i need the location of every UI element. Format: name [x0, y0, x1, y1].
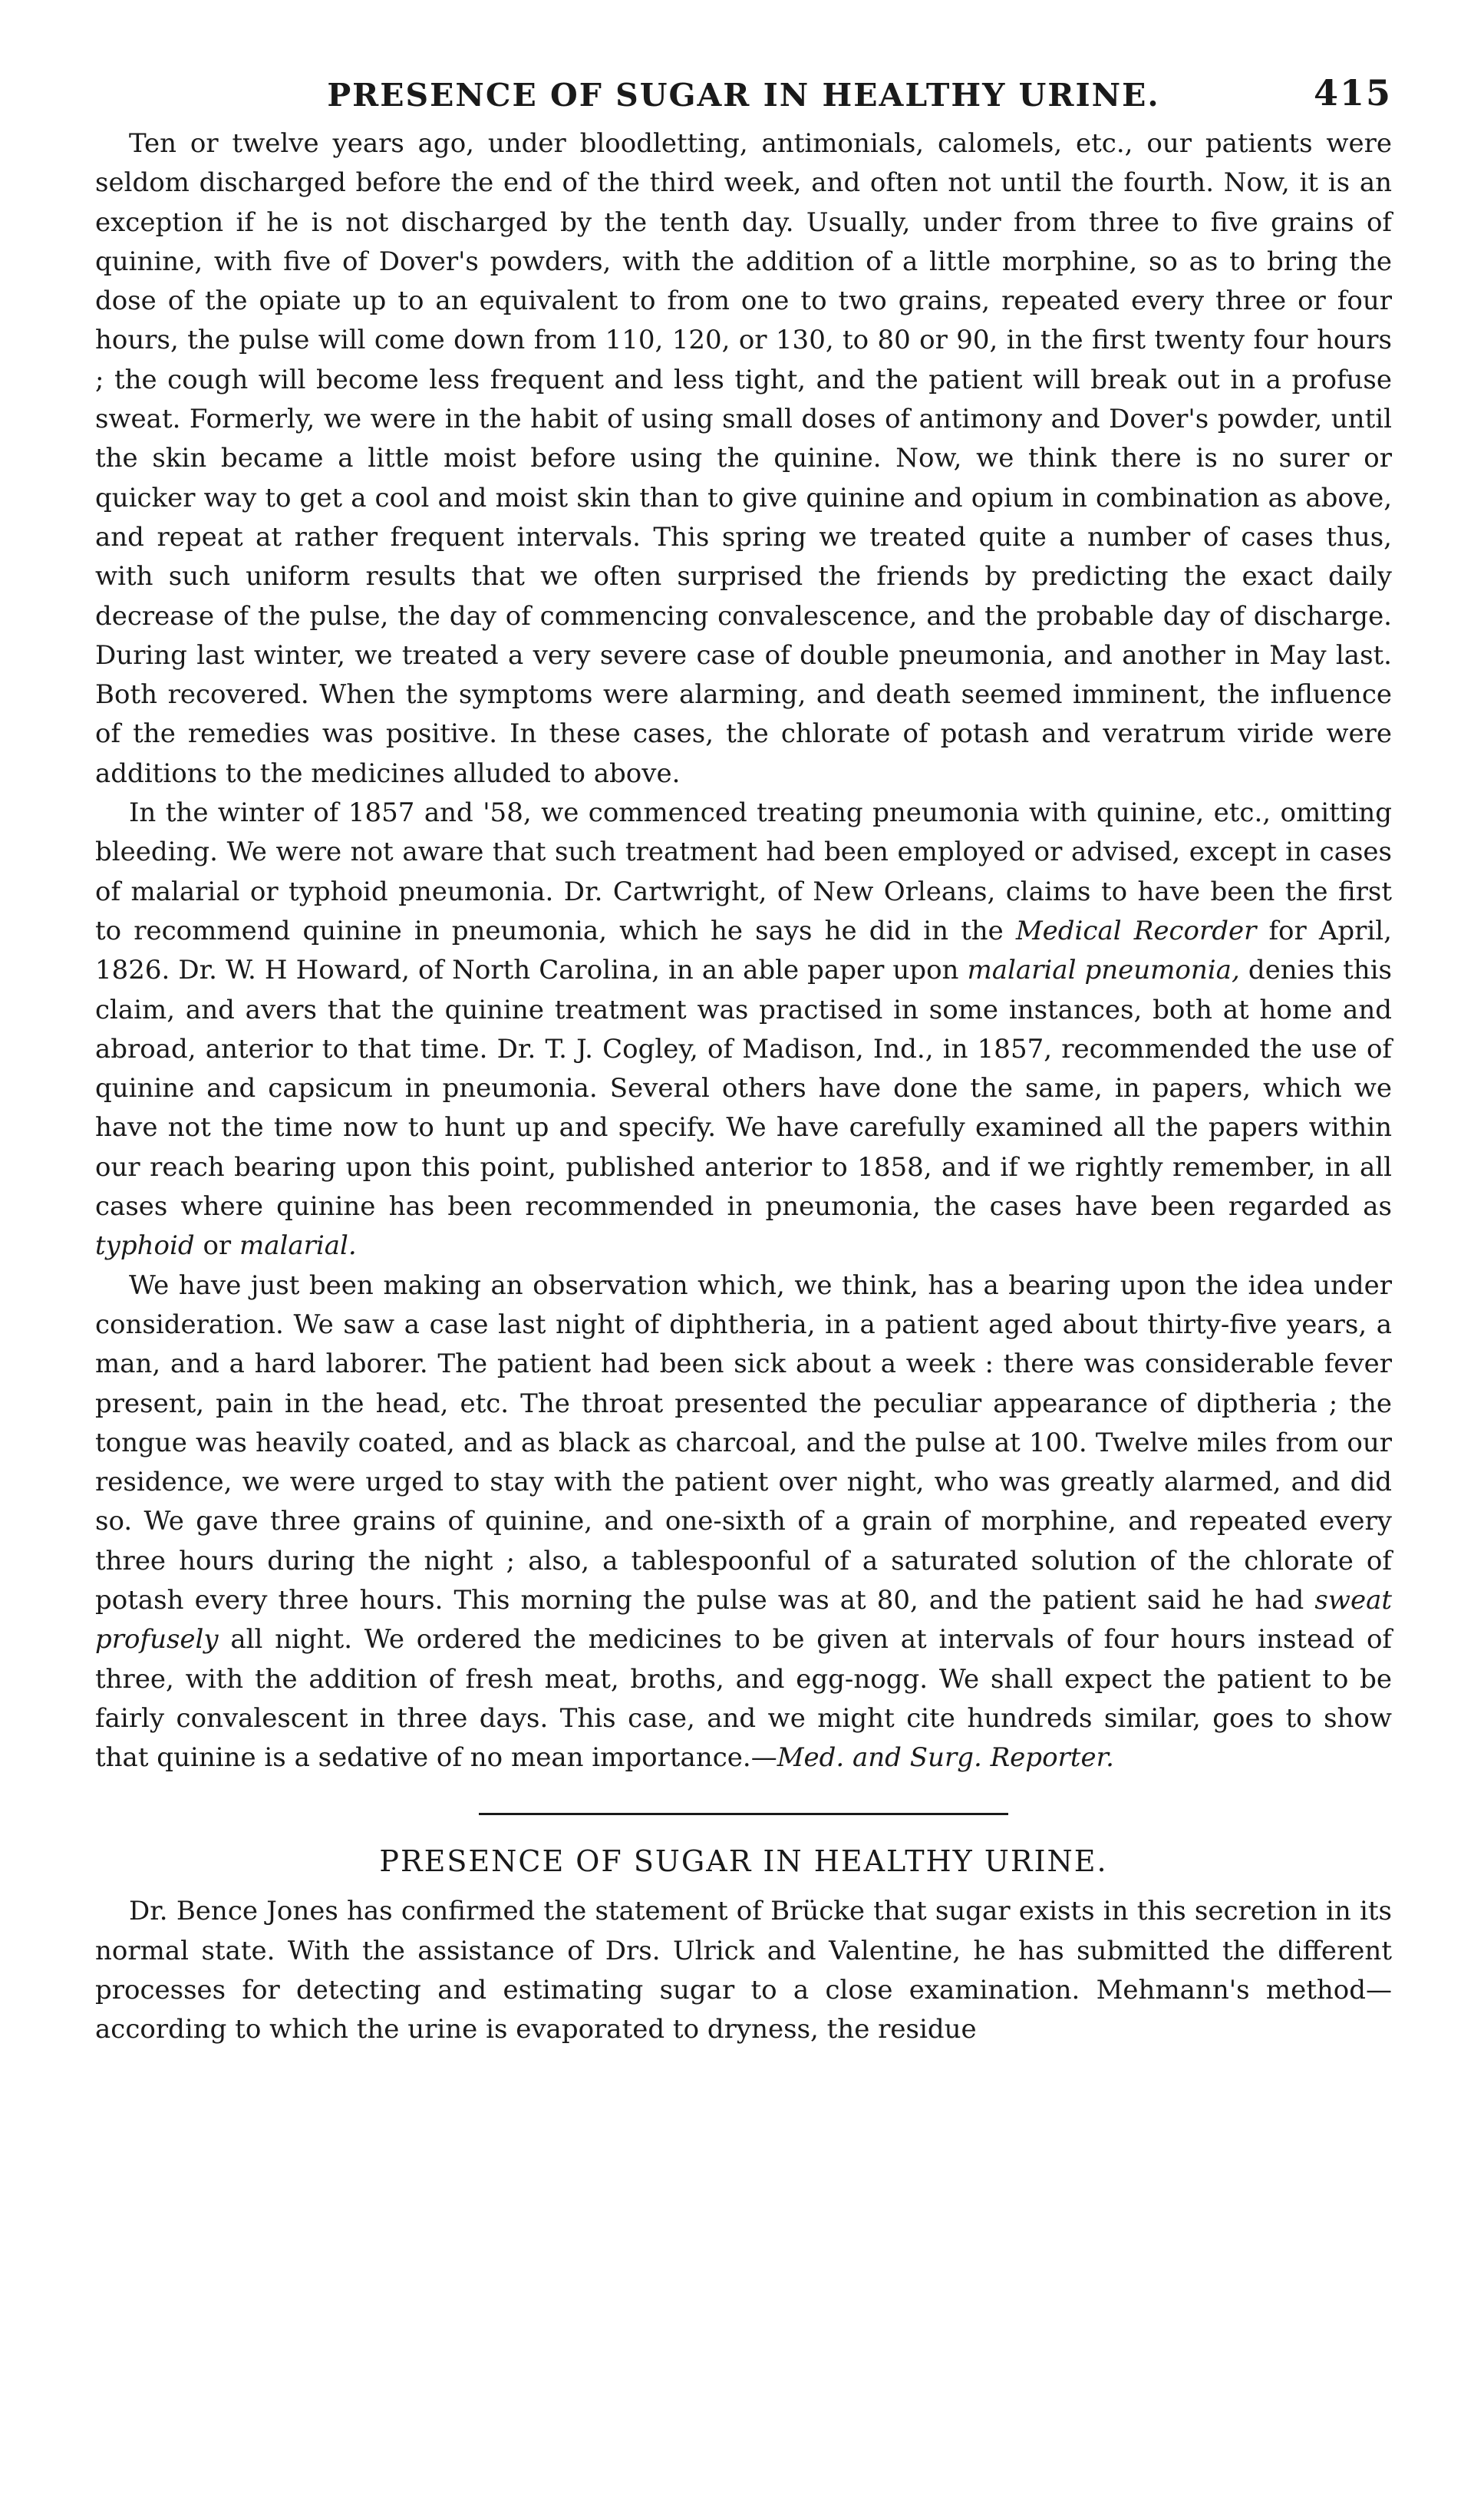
paragraph-1: [95, 124, 1392, 794]
emphasis-malarial: malarial.: [239, 1230, 357, 1262]
paragraph-3: [95, 1266, 1392, 1778]
source-citation: Med. and Surg. Reporter.: [777, 1742, 1114, 1774]
paragraph-2-text-c: denies this claim, and avers that the quinine treatment was practised in some instances, both at home and abroad, anterior to that time. Dr. T. J. Cogley, of Madison, Ind., in 1857, recommended the use of quinine and capsicum in pneumonia. Several others have done the same, in papers, which we have not the time now to hunt up and specify. We have carefully examined all the papers within our reach bearing upon this point, published anterior to 1858, and if we rightly remember, in all cases where quinine has been recommended in pneumonia, the cases have been regarded as: [95, 955, 1392, 1223]
paragraph-2-text-b: for April, 1826. Dr. W. H Howard, of North Carolina, in an able paper upon: [95, 915, 1392, 986]
running-head: [95, 68, 1392, 124]
section-heading: PRESENCE OF SUGAR IN HEALTHY URINE.: [379, 1844, 1108, 1879]
paragraph-2-text-d: or: [194, 1230, 239, 1262]
article-quinine-treatment: [95, 124, 1392, 1778]
paragraph-3-text-a: We have just been making an observation which, we think, has a bearing upon the idea under consideration. We saw a case last night of diphtheria, in a patient aged about thirty-five years, a man, and a hard laborer. The patient had been sick about a week : there was considerable fever present, pain in the head, etc. The throat presented the peculiar appearance of diptheria ; the tongue was heavily coated, and as black as charcoal, and the pulse at 100. Twelve miles from our residence, we were urged to stay with the patient over night, who was greatly alarmed, and did so. We gave three grains of quinine, and one-sixth of a grain of morphine, and repeated every three hours during the night ; also, a tablespoonful of a saturated solution of the chlorate of potash every three hours. This morning the pulse was at 80, and the patient said he had: [95, 1269, 1392, 1616]
emphasis-typhoid: typhoid: [95, 1230, 195, 1262]
emphasis-malarial-pneumonia: malarial pneumonia,: [967, 955, 1240, 986]
paragraph-4: [95, 1892, 1392, 2049]
article-sugar-in-urine: [95, 1892, 1392, 2049]
page-number: 415: [1313, 72, 1392, 114]
paragraph-2-text-a: In the winter of 1857 and '58, we commenced treating pneumonia with quinine, etc., omitting bleeding. We were not aware that such treatment had been employed or advised, except in cases of malarial or typhoid pneumonia. Dr. Cartwright, of New Orleans, claims to have been the first to recommend quinine in pneumonia, which he says he did in the: [95, 797, 1392, 946]
running-title: PRESENCE OF SUGAR IN HEALTHY URINE.: [327, 77, 1160, 114]
paragraph-3-text-b: all night. We ordered the medicines to be given at intervals of four hours instead of three, with the addition of fresh meat, broths, and egg-nogg. We shall expect the patient to be fairly convalescent in three days. This case, and we might cite hundreds similar, goes to show that quinine is a sedative of no mean importance.—: [95, 1624, 1392, 1774]
book-page: [95, 68, 1392, 2050]
paragraph-2: [95, 794, 1392, 1266]
emphasis-sweat-profusely: sweat profusely: [95, 1584, 1392, 1656]
paragraph-1-text: Ten or twelve years ago, under bloodletting, antimonials, calomels, etc., our patients were seldom discharged before the end of the third week, and often not until the fourth. Now, it is an exception if he is not discharged by the tenth day. Usually, under from three to five grains of quinine, with five of Dover's powders, with the addition of a little morphine, so as to bring the dose of the opiate up to an equivalent to from one to two grains, repeated every three or four hours, the pulse will come down from 110, 120, or 130, to 80 or 90, in the first twenty four hours ; the cough will become less frequent and less tight, and the patient will break out in a profuse sweat. Formerly, we were in the habit of using small doses of antimony and Dover's powder, until the skin became a little moist before using the quinine. Now, we think there is no surer or quicker way to get a cool and moist skin than to give quinine and opium in combination as above, and repeat at rather frequent intervals. This spring we treated quite a number of cases thus, with such uniform results that we often surprised the friends by predicting the exact daily decrease of the pulse, the day of commencing convalescence, and the probable day of discharge. During last winter, we treated a very severe case of double pneumonia, and another in May last. Both recovered. When the symptoms were alarming, and death seemed imminent, the influence of the remedies was positive. In these cases, the chlorate of potash and veratrum viride were additions to the medicines alluded to above.: [95, 128, 1392, 789]
paragraph-4-text: Dr. Bence Jones has confirmed the statement of Brücke that sugar exists in this secretion in its normal state. With the assistance of Drs. Ulrick and Valentine, he has submitted the different processes for detecting and estimating sugar to a close examination. Mehmann's method—according to which the urine is evaporated to dryness, the residue: [95, 1896, 1392, 2045]
journal-title: Medical Recorder: [1015, 915, 1257, 946]
section-divider: [479, 1813, 1008, 1815]
